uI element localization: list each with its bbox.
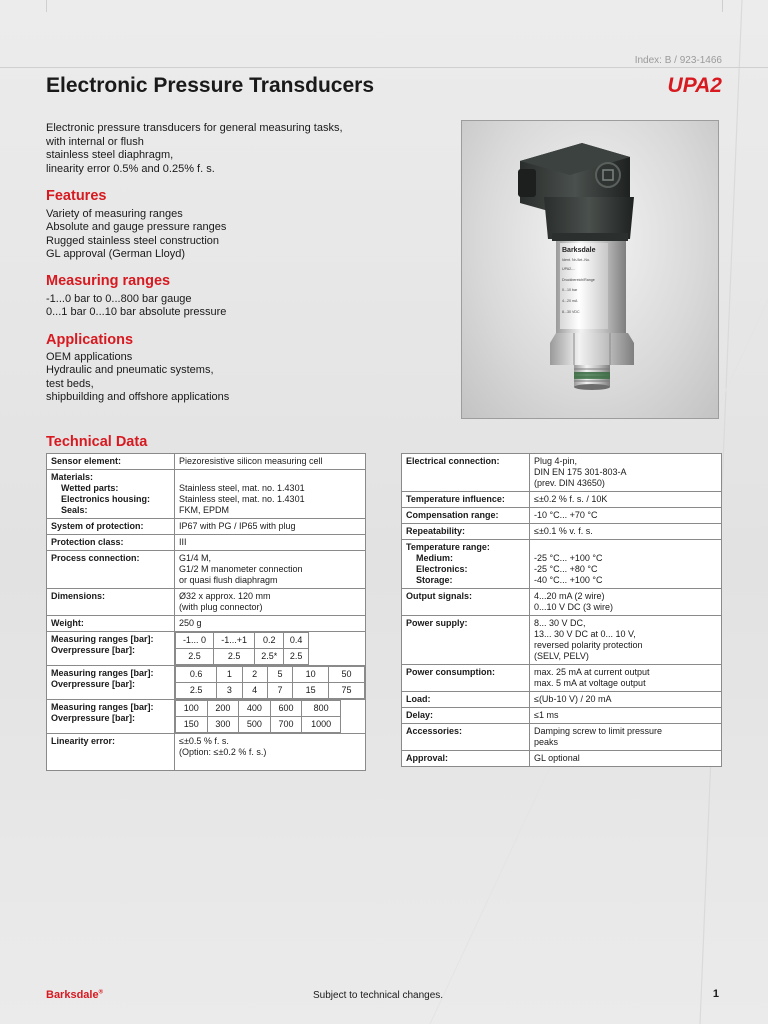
- list-item: 0...1 bar 0...10 bar absolute pressure: [46, 306, 227, 319]
- overpressure-cell: 75: [329, 683, 365, 699]
- intro-line: Electronic pressure transducers for general measuring tasks,: [46, 122, 343, 134]
- overpressure-cell: 4: [242, 683, 267, 699]
- table-row: [402, 454, 722, 492]
- overpressure-cell: 2.5: [176, 683, 217, 699]
- table-value: ≤±0.1 % v. f. s.: [530, 524, 722, 540]
- photo-label-line: UPA2-...: [562, 267, 576, 271]
- photo-label-line: 0...10 bar: [562, 288, 578, 292]
- table-label: [402, 540, 530, 589]
- table-row: [402, 751, 722, 767]
- table-value-line: Stainless steel, mat. no. 1.4301: [179, 483, 305, 493]
- table-label: Temperature influence:: [402, 492, 530, 508]
- table-value-line: -25 °C... +80 °C: [534, 564, 598, 574]
- overpressure-cell: 2.5: [213, 649, 254, 665]
- table-value: GL optional: [530, 751, 722, 767]
- table-value: -10 °C... +70 °C: [530, 508, 722, 524]
- table-value-line: 13... 30 V DC at 0... 10 V,: [534, 629, 636, 639]
- table-value-line: max. 25 mA at current output: [534, 667, 650, 677]
- temperature-range-label: Temperature range:: [406, 542, 490, 552]
- table-value-line: ≤±0.5 % f. s.: [179, 736, 229, 746]
- table-value-line: Damping screw to limit pressure: [534, 726, 663, 736]
- table-row: [402, 540, 722, 589]
- overpressure-cell: 1000: [302, 717, 341, 733]
- range-table: [175, 666, 365, 699]
- table-label: Output signals:: [402, 589, 530, 616]
- table-label: [47, 666, 175, 700]
- table-label: Approval:: [402, 751, 530, 767]
- overpressure-cell: 2.5: [176, 649, 214, 665]
- table-row: [47, 666, 366, 700]
- measuring-ranges-label: Measuring ranges [bar]:: [51, 634, 154, 644]
- overpressure-cell: 500: [239, 717, 271, 733]
- intro-text: [46, 122, 376, 176]
- range-cell: 800: [302, 701, 341, 717]
- table-label: [47, 470, 175, 519]
- range-cell: 0.6: [176, 667, 217, 683]
- table-value: [530, 454, 722, 492]
- brand-name: Barksdale: [46, 989, 99, 1001]
- document-index: Index: B / 923-1466: [634, 55, 722, 66]
- overpressure-cell: 7: [267, 683, 292, 699]
- table-row: [47, 589, 366, 616]
- range-table: [175, 700, 341, 733]
- range-cell: 5: [267, 667, 292, 683]
- table-label: System of protection:: [47, 519, 175, 535]
- photo-label-line: 8...30 VDC: [562, 310, 580, 314]
- table-value-line: G1/2 M manometer connection: [179, 564, 303, 574]
- table-value-line: Plug 4-pin,: [534, 456, 578, 466]
- list-item: -1...0 bar to 0...800 bar gauge: [46, 293, 192, 305]
- range-cell: 50: [329, 667, 365, 683]
- header-rule: [0, 67, 768, 68]
- table-label: Power supply:: [402, 616, 530, 665]
- measuring-ranges-heading: Measuring ranges: [46, 273, 171, 289]
- footer-note: Subject to technical changes.: [313, 990, 444, 1001]
- table-value: [530, 616, 722, 665]
- range-cell: 1: [217, 667, 242, 683]
- range-row: [176, 701, 341, 717]
- registered-mark: ®: [98, 989, 104, 996]
- table-value: [175, 551, 366, 589]
- table-row: [402, 616, 722, 665]
- table-value: III: [175, 535, 366, 551]
- photo-brand-text: Barksdale: [562, 247, 596, 254]
- table-label: Electrical connection:: [402, 454, 530, 492]
- applications-heading: Applications: [46, 332, 134, 348]
- list-item: OEM applications: [46, 351, 133, 363]
- table-row: [402, 508, 722, 524]
- table-value: [175, 666, 366, 700]
- table-label: Accessories:: [402, 724, 530, 751]
- technical-data-heading: Technical Data: [46, 434, 148, 450]
- table-value-line: peaks: [534, 737, 559, 747]
- features-heading: Features: [46, 188, 107, 204]
- intro-line: with internal or flush: [46, 135, 144, 148]
- table-label: Process connection:: [47, 551, 175, 589]
- table-value-line: DIN EN 175 301-803-A: [534, 467, 627, 477]
- overpressure-cell: 150: [176, 717, 208, 733]
- table-label: Linearity error:: [47, 734, 175, 771]
- list-item: Variety of measuring ranges: [46, 208, 183, 220]
- table-label: Weight:: [47, 616, 175, 632]
- table-value-line: 4...20 mA (2 wire): [534, 591, 605, 601]
- overpressure-cell: 2.5: [284, 649, 309, 665]
- table-label: Delay:: [402, 708, 530, 724]
- overpressure-cell: 2.5*: [255, 649, 284, 665]
- table-value-line: -25 °C... +100 °C: [534, 553, 603, 563]
- photo-label-line: Ident. Nr./Art.-No.: [562, 258, 590, 262]
- photo-label-line: 4...20 mA: [562, 299, 578, 303]
- range-cell: 0.4: [284, 633, 309, 649]
- range-cell: 2: [242, 667, 267, 683]
- features-list: [46, 208, 226, 261]
- table-value-line: Stainless steel, mat. no. 1.4301: [179, 494, 305, 504]
- range-cell: 400: [239, 701, 271, 717]
- table-row: [402, 665, 722, 692]
- table-row: [47, 551, 366, 589]
- range-cell: 600: [270, 701, 302, 717]
- table-row: [47, 700, 366, 734]
- table-value: IP67 with PG / IP65 with plug: [175, 519, 366, 535]
- overpressure-row: [176, 683, 365, 699]
- range-row: [176, 633, 309, 649]
- pressure-transducer-image: [462, 121, 718, 418]
- table-row: [402, 524, 722, 540]
- range-cell: -1... 0: [176, 633, 214, 649]
- table-value: [175, 589, 366, 616]
- table-sublabel: Wetted parts:: [61, 483, 119, 493]
- range-cell: -1...+1: [213, 633, 254, 649]
- table-sublabel: Seals:: [61, 505, 88, 515]
- table-label: Load:: [402, 692, 530, 708]
- table-sublabel: Electronics:: [416, 564, 468, 574]
- table-row: [47, 535, 366, 551]
- overpressure-row: [176, 649, 309, 665]
- table-row: [47, 454, 366, 470]
- list-item: Absolute and gauge pressure ranges: [46, 221, 227, 234]
- range-row: [176, 667, 365, 683]
- overpressure-cell: 700: [270, 717, 302, 733]
- table-row: [47, 519, 366, 535]
- table-value-line: 0...10 V DC (3 wire): [534, 602, 614, 612]
- table-row: [402, 724, 722, 751]
- table-sublabel: Electronics housing:: [61, 494, 151, 504]
- table-value-line: (prev. DIN 43650): [534, 478, 605, 488]
- footer-brand: [46, 989, 103, 1001]
- table-row: [402, 692, 722, 708]
- range-cell: 100: [176, 701, 208, 717]
- intro-line: linearity error 0.5% and 0.25% f. s.: [46, 162, 215, 175]
- intro-line: stainless steel diaphragm,: [46, 149, 174, 161]
- table-row: [402, 492, 722, 508]
- table-value-line: -40 °C... +100 °C: [534, 575, 603, 585]
- range-cell: 0.2: [255, 633, 284, 649]
- table-value: [175, 632, 366, 666]
- table-row: [47, 734, 366, 771]
- table-value: [175, 700, 366, 734]
- overpressure-row: [176, 717, 341, 733]
- table-value: [530, 589, 722, 616]
- table-value-line: or quasi flush diaphragm: [179, 575, 278, 585]
- list-item: GL approval (German Lloyd): [46, 247, 185, 260]
- page-number: 1: [712, 988, 719, 1000]
- measuring-ranges-list: [46, 293, 226, 320]
- table-value-line: reversed polarity protection: [534, 640, 643, 650]
- overpressure-cell: 15: [293, 683, 329, 699]
- table-value-line: Ø32 x approx. 120 mm: [179, 591, 271, 601]
- table-sublabel: Storage:: [416, 575, 453, 585]
- list-item: shipbuilding and offshore applications: [46, 390, 230, 403]
- photo-label-line: Druckbereich/Range: [562, 278, 595, 282]
- overpressure-label: Overpressure [bar]:: [51, 713, 136, 723]
- table-value: Piezoresistive silicon measuring cell: [175, 454, 366, 470]
- table-label: [47, 700, 175, 734]
- page-title: Electronic Pressure Transducers: [46, 74, 374, 97]
- table-label: Power consumption:: [402, 665, 530, 692]
- measuring-ranges-label: Measuring ranges [bar]:: [51, 668, 154, 678]
- table-value-line: G1/4 M,: [179, 553, 212, 563]
- materials-label: Materials:: [51, 472, 94, 482]
- technical-data-left-table: [46, 453, 366, 771]
- overpressure-cell: 300: [207, 717, 239, 733]
- table-sublabel: Medium:: [416, 553, 453, 563]
- list-item: Rugged stainless steel construction: [46, 234, 220, 247]
- overpressure-label: Overpressure [bar]:: [51, 645, 136, 655]
- table-value: ≤1 ms: [530, 708, 722, 724]
- range-cell: 200: [207, 701, 239, 717]
- table-value: [530, 665, 722, 692]
- applications-list: [46, 351, 229, 404]
- table-value-line: (with plug connector): [179, 602, 263, 612]
- table-value-line: 8... 30 V DC,: [534, 618, 586, 628]
- technical-data-right-table: [401, 453, 722, 767]
- table-value: ≤±0.2 % f. s. / 10K: [530, 492, 722, 508]
- range-table: [175, 632, 309, 665]
- table-label: Protection class:: [47, 535, 175, 551]
- table-value-line: (SELV, PELV): [534, 651, 589, 661]
- table-value: [530, 540, 722, 589]
- table-row: [402, 589, 722, 616]
- table-label: [47, 632, 175, 666]
- table-value: [175, 470, 366, 519]
- table-value-line: (Option: ≤±0.2 % f. s.): [179, 747, 267, 757]
- table-value: 250 g: [175, 616, 366, 632]
- table-label: Dimensions:: [47, 589, 175, 616]
- list-item: Hydraulic and pneumatic systems,: [46, 364, 214, 377]
- table-row: [402, 708, 722, 724]
- table-value: ≤(Ub-10 V) / 20 mA: [530, 692, 722, 708]
- list-item: test beds,: [46, 377, 94, 390]
- product-photo: [461, 120, 719, 419]
- table-label: Sensor element:: [47, 454, 175, 470]
- table-value-line: FKM, EPDM: [179, 505, 230, 515]
- table-value-line: max. 5 mA at voltage output: [534, 678, 646, 688]
- model-code: UPA2: [667, 74, 722, 97]
- overpressure-cell: 3: [217, 683, 242, 699]
- measuring-ranges-label: Measuring ranges [bar]:: [51, 702, 154, 712]
- table-label: Compensation range:: [402, 508, 530, 524]
- range-cell: 10: [293, 667, 329, 683]
- crop-mark: [722, 0, 723, 12]
- table-row: [47, 470, 366, 519]
- table-value: [175, 734, 366, 771]
- table-row: [47, 616, 366, 632]
- table-label: Repeatability:: [402, 524, 530, 540]
- crop-mark: [46, 0, 47, 12]
- table-row: [47, 632, 366, 666]
- overpressure-label: Overpressure [bar]:: [51, 679, 136, 689]
- table-value: [530, 724, 722, 751]
